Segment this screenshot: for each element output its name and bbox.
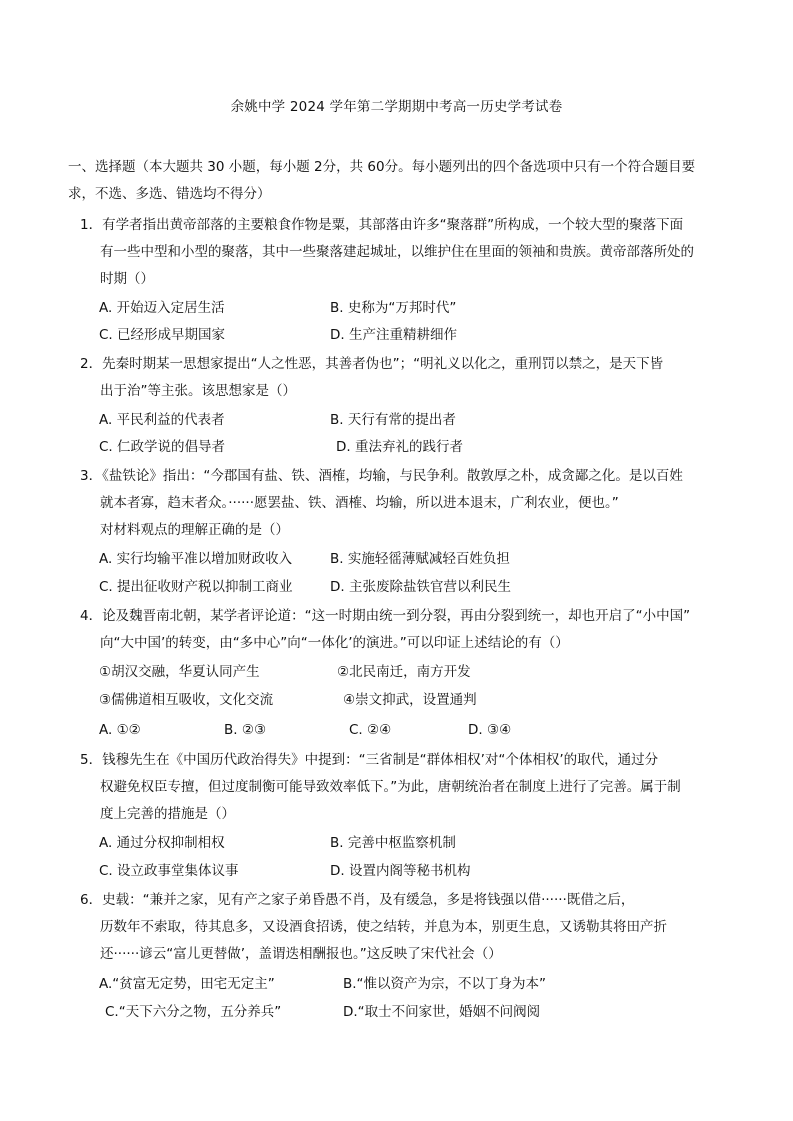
exam-title: 余姚中学 2024 学年第二学期期中考高一历史学考试卷 [230, 99, 563, 115]
question-2-text: 出于治”等主张。该思想家是（） [100, 383, 296, 399]
question-6-option-d[interactable]: D.“取士不问家世，婚姻不问阀阅 [343, 1004, 541, 1020]
question-2-option-d[interactable]: D. 重法弃礼的践行者 [336, 439, 463, 455]
question-4-statement-3: ③儒佛道相互吸收，文化交流 [99, 692, 274, 708]
question-3-text: 3．《盐铁论》指出：“今郡国有盐、铁、酒榷，均输，与民争利。散敦厚之朴，成贪鄙之化。是以百姓 [80, 468, 683, 484]
section-instruction-line-2: 求，不选、多选、错选均不得分） [68, 186, 271, 202]
question-4-statement-2: ②北民南迁，南方开发 [337, 664, 471, 680]
question-6-option-c[interactable]: C.“天下六分之物，五分养兵” [105, 1004, 282, 1020]
question-1-option-d[interactable]: D. 生产注重精耕细作 [330, 327, 457, 343]
question-4-statement-4: ④崇文抑武，设置通判 [343, 692, 477, 708]
question-4-text: 4．论及魏晋南北朝，某学者评论道：“这一时期由统一到分裂，再由分裂到统一，却也开启了“小中国” [80, 608, 691, 624]
question-3-option-d[interactable]: D. 主张废除盐铁官营以利民生 [330, 579, 511, 595]
question-6-option-b[interactable]: B.“惟以资产为宗，不以丁身为本” [343, 976, 547, 992]
question-1-text: 1．有学者指出黄帝部落的主要粮食作物是粟，其部落由许多“聚落群”所构成，一个较大型的聚落下面 [80, 217, 684, 233]
question-3-option-a[interactable]: A. 实行均输平准以增加财政收入 [99, 551, 293, 567]
question-5-option-b[interactable]: B. 完善中枢监察机制 [330, 835, 456, 851]
question-4-option-b[interactable]: B. ②③ [224, 722, 267, 738]
question-3-option-c[interactable]: C. 提出征收财产税以抑制工商业 [99, 579, 293, 595]
question-5-text: 度上完善的措施是（） [100, 806, 235, 822]
question-6-text: 历数年不索取，待其息多，又设酒食招诱，使之结转，并息为本，别更生息，又诱勒其将田产折 [100, 919, 667, 935]
question-3-option-b[interactable]: B. 实施轻徭薄赋减轻百姓负担 [330, 551, 510, 567]
question-4-option-c[interactable]: C. ②④ [349, 722, 392, 738]
question-4-option-a[interactable]: A. ①② [99, 722, 141, 738]
question-5-option-d[interactable]: D. 设置内阁等秘书机构 [330, 863, 471, 879]
question-1-option-b[interactable]: B. 史称为“万邦时代” [330, 300, 457, 316]
question-5-option-a[interactable]: A. 通过分权抑制相权 [99, 835, 225, 851]
question-2-text: 2．先秦时期某一思想家提出“人之性恶，其善者伪也”；“明礼义以化之，重刑罚以禁之，是天下皆 [80, 356, 664, 372]
question-2-option-c[interactable]: C. 仁政学说的倡导者 [99, 439, 226, 455]
question-6-option-a[interactable]: A.“贫富无定势，田宅无定主” [99, 976, 275, 992]
question-1-option-c[interactable]: C. 已经形成早期国家 [99, 327, 226, 343]
question-3-text: 对材料观点的理解正确的是（） [100, 522, 289, 538]
question-3-text: 就本者寡，趋末者众。······愿罢盐、铁、酒榷、均输，所以进本退末，广利农业，便也。” [100, 495, 619, 511]
question-2-option-a[interactable]: A. 平民利益的代表者 [99, 412, 225, 428]
question-4-option-d[interactable]: D. ③④ [468, 722, 512, 738]
question-1-text: 有一些中型和小型的聚落，其中一些聚落建起城址，以维护住在里面的领袖和贵族。黄帝部落所处的 [100, 244, 694, 260]
question-4-statement-1: ①胡汉交融，华夏认同产生 [99, 664, 260, 680]
question-5-text: 5．钱穆先生在《中国历代政治得失》中提到：“三省制是“群体相权’对“个体相权’的取代，通过分 [80, 752, 659, 768]
question-5-option-c[interactable]: C. 设立政事堂集体议事 [99, 863, 239, 879]
question-2-option-b[interactable]: B. 天行有常的提出者 [330, 412, 456, 428]
question-1-option-a[interactable]: A. 开始迈入定居生活 [99, 300, 225, 316]
question-6-text: 6．史载：“兼并之家，见有产之家子弟昏愚不肖，及有缓急，多是将钱强以借······既借之后， [80, 892, 635, 908]
question-5-text: 权避免权臣专擅，但过度制衡可能导致效率低下。”为此，唐朝统治者在制度上进行了完善。属于制 [100, 779, 681, 795]
question-6-text: 还······谚云“富儿更替做’，盖谓迭相酬报也。”这反映了宋代社会（） [100, 946, 502, 962]
section-instruction-line-1: 一、选择题（本大题共 30 小题，每小题 2分，共 60分。每小题列出的四个备选项中只有一个符合题目要 [68, 159, 696, 175]
question-1-text: 时期（） [100, 271, 154, 287]
question-4-text: 向“大中国’的转变，由“多中心”向“一体化’的演进。”可以印证上述结论的有（） [100, 635, 569, 651]
